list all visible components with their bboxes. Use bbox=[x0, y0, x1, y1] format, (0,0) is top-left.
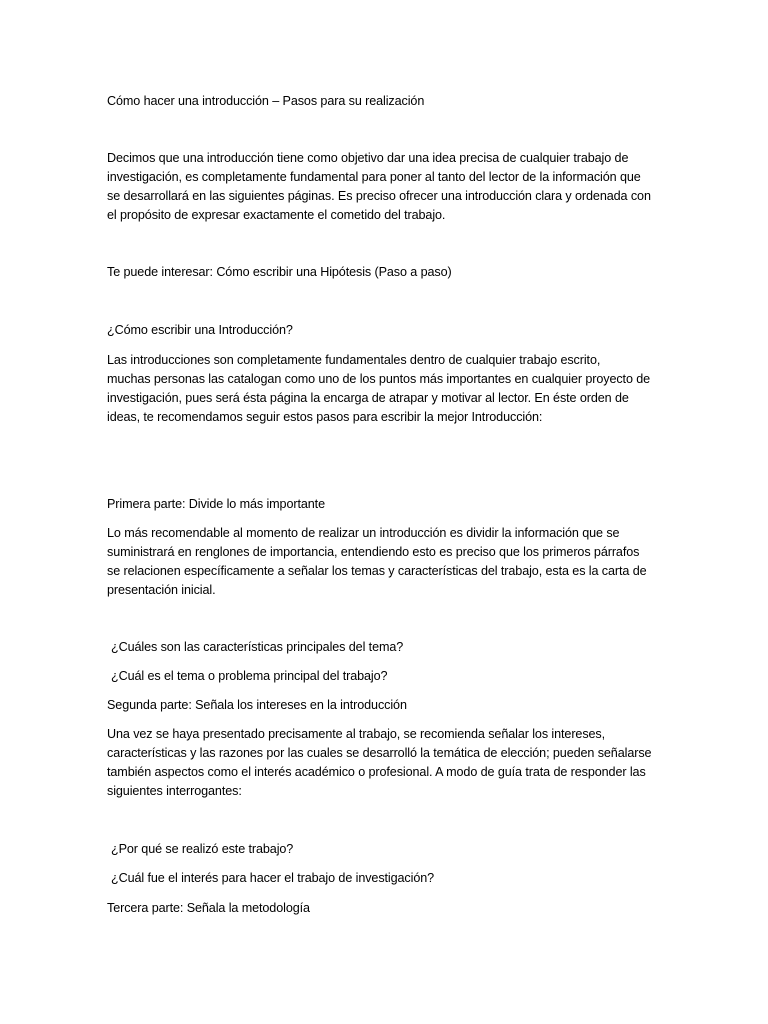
how-line-4: ideas, te recomendamos seguir estos pasos para escribir la mejor Introducción: bbox=[107, 410, 543, 424]
how-line-3: investigación, pues será ésta página la encarga de atrapar y motivar al lector. En éste orden de bbox=[107, 391, 629, 405]
intro-line-1: Decimos que una introducción tiene como objetivo dar una idea precisa de cualquier trabajo de bbox=[107, 151, 629, 165]
part-one-heading: Primera parte: Divide lo más importante bbox=[107, 497, 325, 511]
part-two-heading: Segunda parte: Señala los intereses en la introducción bbox=[107, 698, 407, 712]
part-two-line-3: también aspectos como el interés académico o profesional. A modo de guía trata de responder las bbox=[107, 765, 646, 779]
part-one-line-2: suministrará en renglones de importancia, entendiendo esto es preciso que los primeros párrafos bbox=[107, 545, 640, 559]
part-two-line-1: Una vez se haya presentado precisamente al trabajo, se recomienda señalar los intereses, bbox=[107, 727, 606, 741]
part-two-question-2: ¿Cuál fue el interés para hacer el trabajo de investigación? bbox=[111, 871, 435, 885]
part-one-line-3: se relacionen específicamente a señalar los temas y características del trabajo, esta es la carta de bbox=[107, 564, 647, 578]
how-line-2: muchas personas las catalogan como uno de los puntos más importantes en cualquier proyecto de bbox=[107, 372, 651, 386]
how-line-1: Las introducciones son completamente fundamentales dentro de cualquier trabajo escrito, bbox=[107, 353, 601, 367]
part-two-line-4: siguientes interrogantes: bbox=[107, 784, 242, 798]
part-two-line-2: características y las razones por las cuales se desarrolló la temática de elección; pueden señalarse bbox=[107, 746, 652, 760]
intro-line-4: el propósito de expresar exactamente el cometido del trabajo. bbox=[107, 208, 446, 222]
intro-line-2: investigación, es completamente fundamental para poner al tanto del lector de la información que bbox=[107, 170, 641, 184]
part-three-heading: Tercera parte: Señala la metodología bbox=[107, 901, 310, 915]
part-one-question-1: ¿Cuáles son las características principales del tema? bbox=[111, 640, 404, 654]
document-title: Cómo hacer una introducción – Pasos para su realización bbox=[107, 94, 425, 108]
part-two-question-1: ¿Por qué se realizó este trabajo? bbox=[111, 842, 294, 856]
intro-line-3: se desarrollará en las siguientes páginas. Es preciso ofrecer una introducción clara y ordenada con bbox=[107, 189, 651, 203]
section-heading-how-to-write: ¿Cómo escribir una Introducción? bbox=[107, 323, 293, 337]
related-article-link[interactable]: Te puede interesar: Cómo escribir una Hipótesis (Paso a paso) bbox=[107, 265, 452, 279]
part-one-line-4: presentación inicial. bbox=[107, 583, 216, 597]
part-one-question-2: ¿Cuál es el tema o problema principal del trabajo? bbox=[111, 669, 388, 683]
part-one-line-1: Lo más recomendable al momento de realizar un introducción es dividir la información que se bbox=[107, 526, 620, 540]
